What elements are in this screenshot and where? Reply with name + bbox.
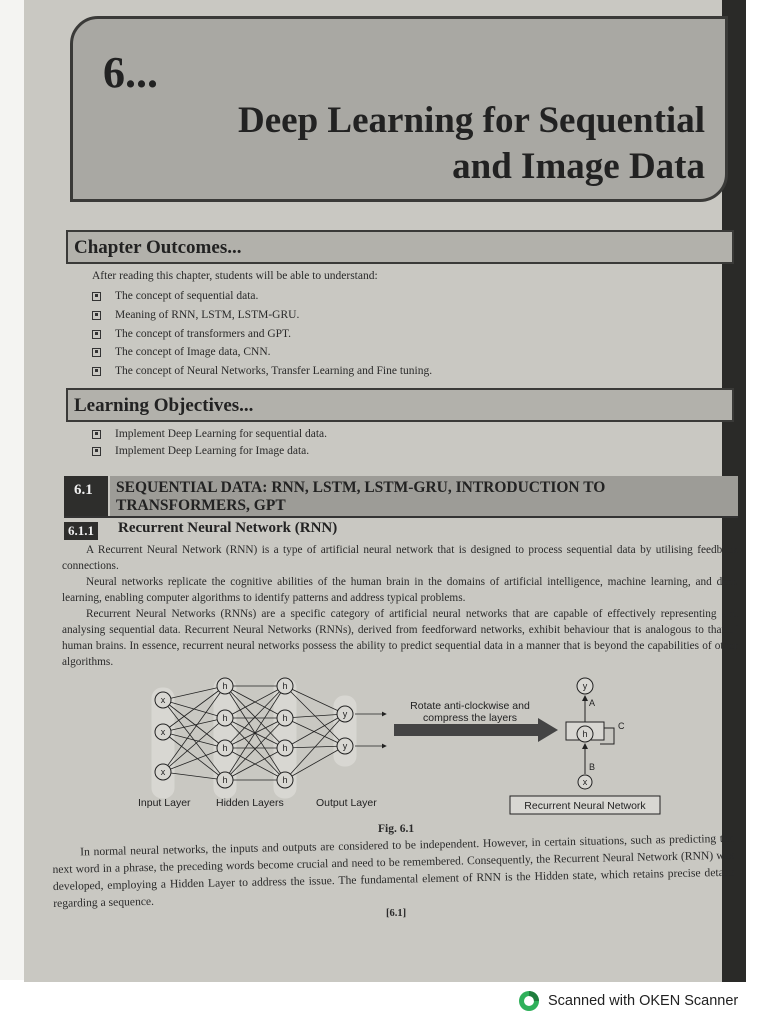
hidden-node — [277, 710, 293, 726]
bullet-square-icon — [92, 447, 101, 456]
objective-item — [92, 445, 309, 457]
learning-objectives-heading — [66, 388, 734, 422]
svg-text:h: h — [282, 775, 288, 785]
svg-text:C: C — [618, 721, 625, 731]
outcome-item — [92, 346, 271, 358]
svg-text:h: h — [222, 743, 228, 753]
svg-text:y: y — [342, 741, 348, 751]
svg-text:y: y — [342, 709, 348, 719]
bottom-paragraph — [52, 830, 735, 912]
chapter-number: 6... — [103, 48, 158, 97]
svg-text:B: B — [589, 762, 596, 772]
svg-text:h: h — [282, 713, 288, 723]
figure-caption: Fig. 6.1 — [378, 823, 415, 835]
outcome-item-text: The concept of sequential data. — [115, 290, 259, 302]
hidden-node — [277, 740, 293, 756]
svg-text:Rotate anti-clockwise and: Rotate anti-clockwise and — [410, 700, 530, 712]
hidden-layers-label: Hidden Layers — [216, 797, 284, 809]
chapter-outcomes-heading — [66, 230, 734, 264]
chapter-title-line2: and Image Data — [452, 146, 705, 187]
oken-scanner-logo-icon — [518, 990, 540, 1012]
svg-text:x: x — [160, 767, 166, 777]
chapter-outcomes-heading-text: Chapter Outcomes... — [74, 237, 242, 258]
hidden-node — [277, 678, 293, 694]
svg-text:A: A — [589, 698, 596, 708]
paragraph: A Recurrent Neural Network (RNN) is a type of artificial neural network that is designed to process sequential data by utilising feedback connections. — [62, 544, 738, 572]
outcome-item-text: The concept of Neural Networks, Transfer Learning and Fine tuning. — [115, 365, 433, 377]
objective-item-text: Implement Deep Learning for Image data. — [115, 445, 310, 457]
svg-text:h: h — [222, 775, 228, 785]
output-node — [337, 738, 353, 754]
rnn-unrolled-cell — [510, 678, 660, 814]
section-title-line2: TRANSFORMERS, GPT — [116, 497, 286, 514]
subsection-number: 6.1.1 — [64, 522, 98, 540]
objective-item — [92, 428, 327, 440]
figure-rnn-diagram — [130, 672, 670, 827]
input-node — [155, 692, 171, 708]
hidden-node — [217, 678, 233, 694]
svg-text:h: h — [282, 681, 288, 691]
bullet-square-icon — [92, 292, 101, 301]
outcome-item — [92, 290, 258, 302]
section-rule — [64, 516, 738, 518]
rnn-label: Recurrent Neural Network — [524, 800, 646, 812]
chapter-title-line1: Deep Learning for Sequential — [238, 100, 705, 141]
bullet-square-icon — [92, 430, 101, 439]
input-node — [155, 764, 171, 780]
svg-text:h: h — [582, 729, 588, 739]
objective-item-text: Implement Deep Learning for sequential data. — [115, 428, 328, 440]
outcome-item-text: Meaning of RNN, LSTM, LSTM-GRU. — [115, 309, 300, 321]
svg-text:h: h — [222, 681, 228, 691]
output-node — [337, 706, 353, 722]
page-number: [6.1] — [386, 908, 407, 919]
section-title-line1: SEQUENTIAL DATA: RNN, LSTM, LSTM-GRU, INTRODUCTION TO — [116, 479, 606, 496]
svg-text:x: x — [160, 727, 166, 737]
rnn-diagram-svg — [130, 672, 670, 822]
hidden-node — [217, 772, 233, 788]
learning-objectives-heading-text: Learning Objectives... — [74, 395, 254, 416]
outcome-item-text: The concept of Image data, CNN. — [115, 346, 271, 358]
chapter-title-box — [70, 16, 728, 202]
outcome-item — [92, 309, 299, 321]
bullet-square-icon — [92, 330, 101, 339]
bullet-square-icon — [92, 348, 101, 357]
bullet-square-icon — [92, 311, 101, 320]
svg-text:h: h — [222, 713, 228, 723]
paragraph: Recurrent Neural Networks (RNNs) are a specific category of artificial neural networks that are capable of effectively representing and analysing sequential data. Recurrent Neural Networks (RNNs), derived from feedforward networks, exhibit behaviour that is analogous to that of human brains. In essence, recurrent neural networks possess the ability to predict sequential data in a manner that is beyond the capabilities of other algorithms. — [62, 608, 738, 668]
scanner-text: Scanned with OKEN Scanner — [548, 993, 739, 1009]
section-number: 6.1 — [64, 476, 108, 516]
hidden-node — [217, 740, 233, 756]
outcome-item — [92, 328, 291, 340]
subsection-title: Recurrent Neural Network (RNN) — [118, 520, 338, 536]
paragraph: In normal neural networks, the inputs and outputs are considered to be independent. However, in certain situations, such as predicting the next word in a phrase, the preceding words become crucial and need to be remembered. Consequently, the Recurrent Neural Network (RNN) was developed, employing a Hidden Layer to address the issue. The fundamental element of RNN is the Hidden state, which retains precise details regarding a sequence. — [52, 831, 735, 910]
section-heading — [64, 476, 738, 516]
outcomes-intro: After reading this chapter, students will be able to understand: — [92, 270, 378, 282]
svg-text:h: h — [282, 743, 288, 753]
bullet-square-icon — [92, 367, 101, 376]
outcome-item-text: The concept of transformers and GPT. — [115, 328, 292, 340]
hidden-node — [277, 772, 293, 788]
svg-text:x: x — [160, 695, 166, 705]
scanner-watermark — [518, 990, 738, 1012]
output-layer-label: Output Layer — [316, 797, 377, 809]
outcome-item — [92, 365, 432, 377]
svg-text:compress the layers: compress the layers — [423, 712, 517, 724]
svg-text:x: x — [582, 777, 588, 787]
input-node — [155, 724, 171, 740]
rotate-arrow — [394, 700, 558, 742]
section-title — [110, 476, 738, 516]
background-left — [0, 0, 26, 980]
svg-text:y: y — [582, 681, 588, 691]
hidden-node — [217, 710, 233, 726]
body-paragraphs — [62, 542, 738, 670]
input-layer-label: Input Layer — [138, 797, 191, 809]
paragraph: Neural networks replicate the cognitive abilities of the human brain in the domains of artificial intelligence, machine learning, and deep learning, enabling computer algorithms to identify patterns and address typical problems. — [62, 576, 738, 604]
